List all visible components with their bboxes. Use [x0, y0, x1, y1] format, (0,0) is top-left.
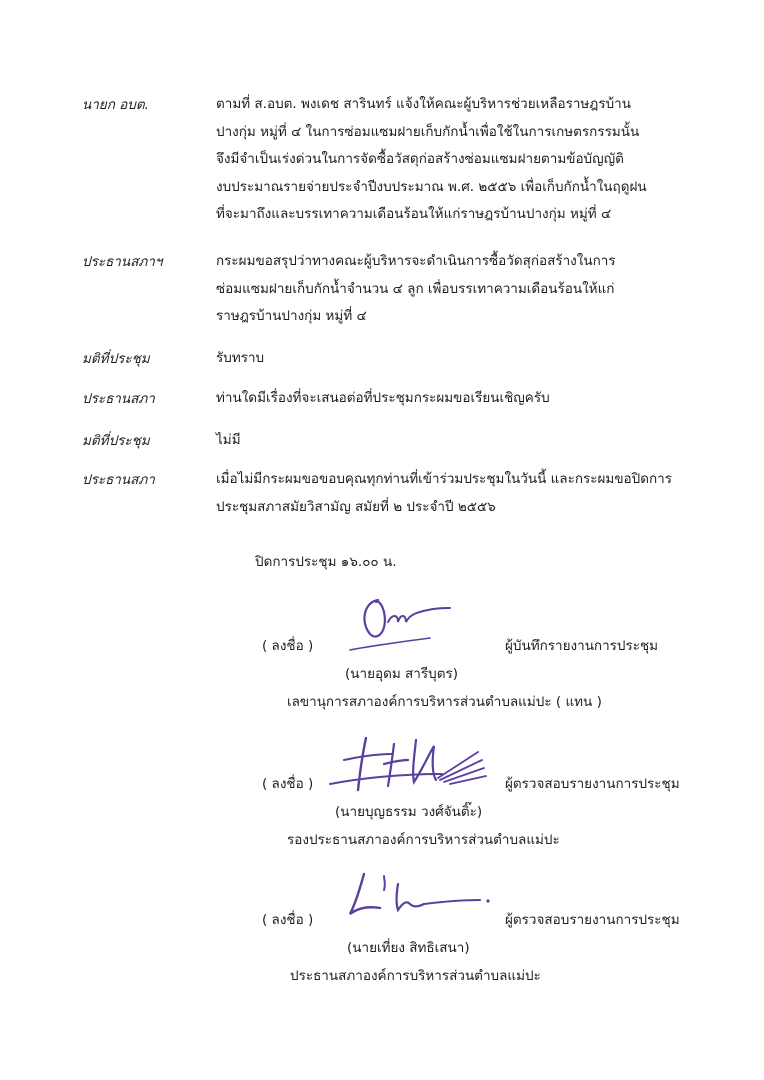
minutes-paragraph	[216, 466, 696, 521]
speaker-label: นายก อบต.	[82, 97, 149, 113]
speaker-label: ประธานสภา	[82, 472, 155, 488]
speaker-label: มติที่ประชุม	[82, 351, 150, 367]
paragraph-line: ไม่มี	[216, 432, 241, 448]
signer-role: ผู้บันทึกรายงานการประชุม	[505, 638, 659, 654]
minutes-paragraph	[216, 91, 686, 229]
minutes-paragraph	[216, 427, 686, 455]
paragraph-line: ตามที่ ส.อบต. พงเดช สารินทร์ แจ้งให้คณะผู้บริหารช่วยเหลือราษฎรบ้าน	[216, 96, 631, 112]
paragraph-line: ราษฎรบ้านปางกุ่ม หมู่ที่ ๔	[216, 308, 367, 324]
sign-label: ( ลงชื่อ )	[262, 638, 314, 654]
paragraph-line: ที่จะมาถึงและบรรเทาความเดือนร้อนให้แก่ราษฎรบ้านปางกุ่ม หมู่ที่ ๔	[216, 206, 612, 222]
signer-name: (นายเที่ยง สิทธิเสนา)	[347, 940, 470, 956]
signer-name: (นายอุดม สารีบุตร)	[345, 666, 458, 682]
signer-role: ผู้ตรวจสอบรายงานการประชุม	[505, 776, 680, 792]
paragraph-line: ท่านใดมีเรื่องที่จะเสนอต่อที่ประชุมกระผมขอเรียนเชิญครับ	[216, 390, 550, 406]
signer-position: เลขานุการสภาองค์การบริหารส่วนตำบลแม่ปะ ( แทน )	[287, 694, 602, 710]
closing-time: ปิดการประชุม ๑๖.๐๐ น.	[255, 554, 397, 570]
paragraph-line: เมื่อไม่มีกระผมขอขอบคุณทุกท่านที่เข้าร่วมประชุมในวันนี้ และกระผมขอปิดการ	[216, 471, 672, 487]
paragraph-line: ซ่อมแซมฝายเก็บกักน้ำจำนวน ๔ ลูก เพื่อบรรเทาความเดือนร้อนให้แก่	[216, 280, 615, 297]
paragraph-line: ปางกุ่ม หมู่ที่ ๔ ในการซ่อมแซมฝายเก็บกักน้ำเพื่อใช้ในการเกษตรกรรมนั้น	[216, 123, 640, 140]
speaker-label: มติที่ประชุม	[82, 433, 150, 449]
speaker-label: ประธานสภาฯ	[82, 254, 163, 270]
signer-role: ผู้ตรวจสอบรายงานการประชุม	[505, 912, 680, 928]
sign-label: ( ลงชื่อ )	[262, 776, 314, 792]
signer-position: รองประธานสภาองค์การบริหารส่วนตำบลแม่ปะ	[287, 832, 560, 848]
paragraph-line: กระผมขอสรุปว่าทางคณะผู้บริหารจะดำเนินการซื้อวัดสุก่อสร้างในการ	[216, 253, 616, 269]
minutes-paragraph	[216, 248, 686, 331]
signer-name: (นายบุญธรรม วงศ์จันติ๊ะ)	[335, 804, 483, 820]
signer-position: ประธานสภาองค์การบริหารส่วนตำบลแม่ปะ	[290, 968, 541, 984]
paragraph-line: งบประมาณรายจ่ายประจำปีงบประมาณ พ.ศ. ๒๕๕๖ เพื่อเก็บกักน้ำในฤดูฝน	[216, 178, 647, 195]
minutes-paragraph	[216, 385, 686, 413]
paragraph-line: รับทราบ	[216, 350, 265, 366]
sign-label: ( ลงชื่อ )	[262, 912, 314, 928]
minutes-paragraph	[216, 345, 686, 373]
signature-image	[340, 592, 460, 656]
paragraph-line: ประชุมสภาสมัยวิสามัญ สมัยที่ ๒ ประจำปี ๒๕๕๖	[216, 498, 496, 515]
signature-image	[340, 868, 500, 928]
signature-image	[322, 730, 492, 796]
paragraph-line: จึงมีจำเป็นเร่งด่วนในการจัดซื้อวัสดุก่อสร้างซ่อมแซมฝายตามข้อบัญญัติ	[216, 151, 624, 167]
speaker-label: ประธานสภา	[82, 391, 155, 407]
